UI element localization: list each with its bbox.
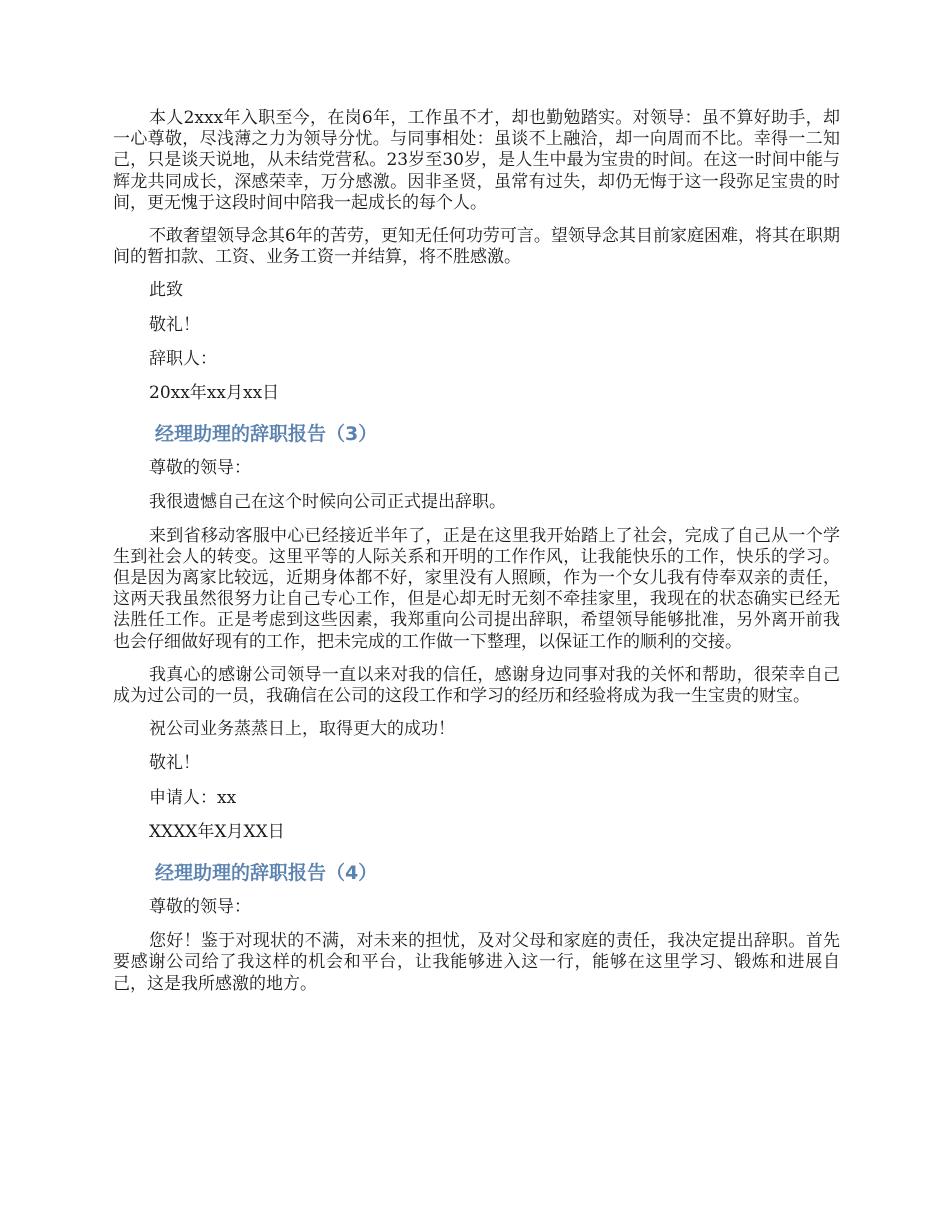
closing-line: 此致	[149, 280, 183, 301]
paragraph: 您好！鉴于对现状的不满，对未来的担忧，及对父母和家庭的责任，我决定提出辞职。首先要感谢公司给了我这样的机会和平台，让我能够进入这一行，能够在这里学习、锻炼和进展自己，这是我所感激的地方。	[113, 931, 840, 994]
document-page	[113, 108, 840, 1007]
paragraph: 来到省移动客服中心已经接近半年了，正是在这里我开始踏上了社会，完成了自己从一个学生到社会人的转变。这里平等的人际关系和开明的工作作风，让我能快乐的工作，快乐的学习。但是因为离家比较远，近期身体都不好，家里没有人照顾，作为一个女儿我有侍奉双亲的责任，这两天我虽然很努力让自己专心工作，但是心却无时无刻不牵挂家里，我现在的状态确实已经无法胜任工作。正是考虑到这些因素，我郑重向公司提出辞职，希望领导能够批准，另外离开前我也会仔细做好现有的工作，把未完成的工作做一下整理，以保证工作的顺利的交接。	[113, 525, 840, 652]
wish-line: 祝公司业务蒸蒸日上，取得更大的成功！	[149, 719, 455, 740]
paragraph: 不敢奢望领导念其6年的苦劳，更知无任何功劳可言。望领导念其目前家庭困难，将其在职期间的暂扣款、工资、业务工资一并结算，将不胜感激。	[113, 226, 840, 268]
signer-line: 辞职人：	[149, 348, 217, 369]
date-line: 20xx年xx月xx日	[149, 383, 280, 404]
section-heading-3: 经理助理的辞职报告（3）	[155, 423, 378, 446]
salute-line: 敬礼！	[149, 753, 200, 774]
greeting-line: 尊敬的领导：	[149, 897, 251, 918]
date-line: XXXX年X月XX日	[149, 821, 285, 842]
paragraph: 我很遗憾自己在这个时候向公司正式提出辞职。	[149, 492, 506, 513]
paragraph: 本人2xxx年入职至今，在岗6年，工作虽不才，却也勤勉踏实。对领导：虽不算好助手，却一心尊敬，尽浅薄之力为领导分忧。与同事相处：虽谈不上融洽，却一向周而不比。幸得一二知己，只是谈天说地，从未结党营私。23岁至30岁，是人生中最为宝贵的时间。在这一时间中能与辉龙共同成长，深感荣幸，万分感激。因非圣贤，虽常有过失，却仍无悔于这一段弥足宝贵的时间，更无愧于这段时间中陪我一起成长的每个人。	[113, 108, 840, 213]
signer-line: 申请人：xx	[149, 787, 237, 808]
paragraph: 我真心的感谢公司领导一直以来对我的信任，感谢身边同事对我的关怀和帮助，很荣幸自己成为过公司的一员，我确信在公司的这段工作和学习的经历和经验将成为我一生宝贵的财宝。	[113, 664, 840, 707]
salute-line: 敬礼！	[149, 314, 200, 335]
section-heading-4: 经理助理的辞职报告（4）	[155, 862, 378, 885]
greeting-line: 尊敬的领导：	[149, 458, 251, 479]
